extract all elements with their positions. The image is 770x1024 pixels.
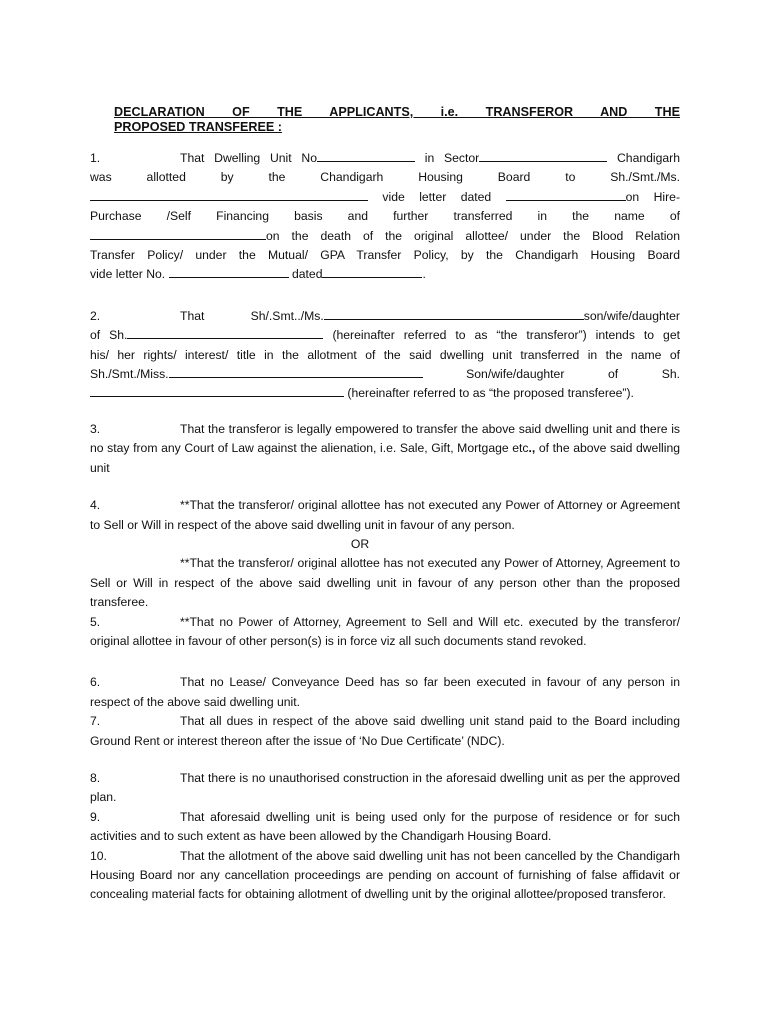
letter-no-date-blank	[322, 266, 422, 278]
paragraph-4-alternative	[90, 554, 680, 612]
page-title	[114, 105, 680, 135]
title-line-2: PROPOSED TRANSFEREE :	[114, 120, 282, 134]
paragraph-text: vide letter dated	[382, 189, 492, 204]
paragraph-number: 7.	[90, 714, 101, 729]
paragraph-text: on the death of the original allottee/ under the Blood Relation	[266, 228, 680, 243]
paragraph-4	[90, 496, 680, 535]
paragraph-text: **That the transferor/ original allottee has not executed any Power of Attorney, Agreement to Sell or Will in respect of the above said dwelling unit in favour of any person other than the proposed transferee.	[90, 556, 680, 610]
sector-blank	[479, 150, 607, 162]
paragraph-text: **That no Power of Attorney, Agreement to Sell and Will etc. executed by the transferor/ original allottee in favour of other person(s) is in force viz all such documents stand revoked.	[90, 614, 680, 648]
transferee-father-blank	[90, 385, 344, 397]
paragraph-text: (hereinafter referred to as “the proposed transferee”).	[347, 386, 634, 401]
paragraph-text: of Sh.	[90, 328, 128, 343]
paragraph-text: That aforesaid dwelling unit is being used only for the purpose of residence or for such activities and to such extent as have been allowed by the Chandigarh Housing Board.	[90, 809, 680, 844]
or-separator: OR	[350, 536, 370, 551]
paragraph-text: That Sh/.Smt../Ms.	[180, 308, 324, 323]
allottee-name-blank	[90, 189, 368, 201]
paragraph-2	[90, 307, 680, 404]
paragraph-text: on Hire-	[625, 189, 680, 204]
paragraph-text: of the above said dwelling unit	[90, 441, 680, 475]
paragraph-text: Sh./Smt./Miss.	[90, 367, 169, 382]
paragraph-text: That the transferor is legally empowered to transfer the above said dwelling unit and there is no stay from any Court of Law against the alienation, i.e. Sale, Gift, Mortgage etc	[90, 421, 680, 456]
paragraph-number: 8.	[90, 770, 101, 785]
declaration-page	[90, 105, 680, 905]
paragraph-number: 9.	[90, 809, 101, 824]
paragraph-text: son/wife/daughter	[583, 308, 680, 323]
letter-date-blank	[506, 189, 626, 201]
paragraph-number: 5.	[90, 614, 101, 629]
paragraph-7	[90, 712, 680, 751]
paragraph-text: was allotted by the Chandigarh Housing Board to Sh./Smt./Ms.	[90, 170, 680, 185]
paragraph-text: .,	[528, 441, 536, 456]
paragraph-text: in Sector	[424, 151, 480, 165]
paragraph-text: Purchase /Self Financing basis and further transferred in the name of	[90, 209, 680, 224]
transferee-blank	[169, 366, 423, 378]
paragraph-text: That no Lease/ Conveyance Deed has so far been executed in favour of any person in respect of the above said dwelling unit.	[90, 675, 680, 709]
paragraph-number: 3.	[90, 421, 101, 436]
paragraph-text: dated	[291, 267, 323, 282]
paragraph-text: That there is no unauthorised construction in the aforesaid dwelling unit as per the approved plan.	[90, 770, 680, 805]
paragraph-text: Transfer Policy/ under the Mutual/ GPA Transfer Policy, by the Chandigarh Housing Board	[90, 248, 680, 263]
paragraph-number: 6.	[90, 675, 101, 690]
paragraph-text: That Dwelling Unit No	[180, 151, 317, 165]
transferor-name-blank	[324, 308, 584, 320]
paragraph-6	[90, 673, 680, 712]
paragraph-number: 1.	[90, 151, 101, 165]
paragraph-text: vide letter No.	[90, 267, 166, 282]
paragraph-number: 4.	[90, 498, 101, 513]
paragraph-number: 10.	[90, 848, 107, 863]
paragraph-text: (hereinafter referred to as “the transferor”) intends to get	[332, 328, 681, 343]
transferee-name-blank	[90, 228, 266, 240]
transferor-father-blank	[127, 327, 323, 339]
paragraph-10	[90, 847, 680, 905]
paragraph-text: **That the transferor/ original allottee has not executed any Power of Attorney or Agreement to Sell or Will in respect of the above said dwelling unit in favour of any person.	[90, 498, 680, 532]
paragraph-1	[90, 149, 680, 285]
paragraph-text: That the allotment of the above said dwelling unit has not been cancelled by the Chandigarh Housing Board nor any cancellation proceedings are pending on account of furnishing of false affidavit or concealing material facts for obtaining allotment of dwelling unit by the original allottee/proposed transferor.	[90, 848, 680, 902]
paragraph-text: .	[422, 267, 426, 282]
paragraph-5	[90, 613, 680, 652]
dwelling-unit-blank	[317, 150, 415, 162]
paragraph-9	[90, 808, 680, 847]
paragraph-text: Chandigarh	[616, 151, 680, 165]
letter-no-blank	[169, 266, 289, 278]
paragraph-3	[90, 420, 680, 478]
paragraph-8	[90, 769, 680, 808]
paragraph-number: 2.	[90, 308, 101, 323]
paragraph-text: That all dues in respect of the above said dwelling unit stand paid to the Board including Ground Rent or interest thereon after the issue of ‘No Due Certificate’ (NDC).	[90, 714, 680, 748]
paragraph-text: Son/wife/daughter of Sh.	[466, 367, 680, 382]
title-line-1: DECLARATION OF THE APPLICANTS, i.e. TRANSFEROR AND THE	[114, 105, 680, 119]
paragraph-text: his/ her rights/ interest/ title in the allotment of the said dwelling unit transferred in the name of	[90, 347, 680, 362]
